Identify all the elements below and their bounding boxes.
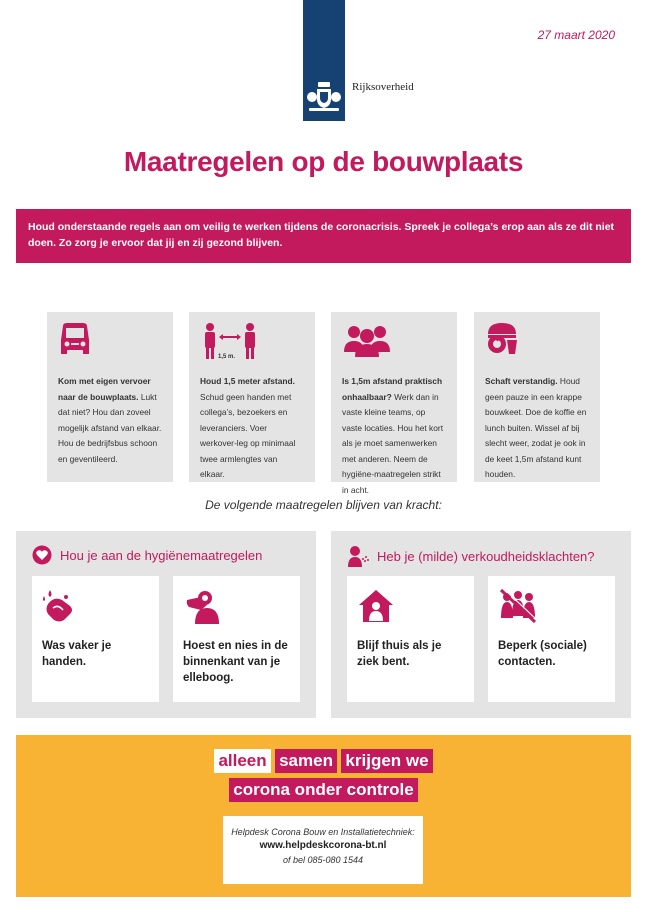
logo-bar	[303, 0, 345, 121]
car-icon	[58, 322, 92, 360]
intro-banner	[16, 209, 631, 263]
panel-symptoms-title: Heb je (milde) verkoudheidsklachten?	[377, 548, 595, 564]
slogan-word-alleen: alleen	[214, 749, 270, 773]
helpdesk-label: Helpdesk Corona Bouw en Installatietechniek:	[231, 827, 415, 837]
slogan-banner	[16, 735, 631, 897]
sick-person-icon	[347, 545, 369, 567]
panel-hygiene-header	[32, 545, 262, 565]
brand-name: Rijksoverheid	[352, 81, 414, 93]
card-lunch	[474, 312, 600, 482]
tile-stay-home	[347, 576, 474, 702]
card-2-text: Schud geen handen met collega’s, bezoekers en leveranciers. Voer werkover-leg op minimaal twee armlengtes van elkaar.	[200, 391, 296, 479]
card-1-bold: Kom met eigen vervoer naar de bouwplaats.	[58, 376, 151, 402]
tile-limit-contact-text: Beperk (sociale) contacten.	[498, 640, 587, 668]
panel-hygiene	[16, 531, 316, 718]
intro-text: Houd onderstaande regels aan om veilig te werken tijdens de coronacrisis. Spreek je collega’s erop aan als ze dit niet doen. Zo zorg je ervoor dat jij en zij gezond blijven.	[28, 221, 615, 249]
card-2-bold: Houd 1,5 meter afstand.	[200, 376, 295, 386]
slogan	[16, 749, 631, 807]
helpdesk-box	[223, 816, 423, 884]
tile-wash-hands	[32, 576, 159, 702]
stay-home-icon	[357, 588, 395, 624]
card-own-transport	[47, 312, 173, 482]
card-1-text: Lukt dat niet? Hou dan zoveel mogelijk afstand van elkaar. Hou de bedrijfsbus schoon en geventileerd.	[58, 391, 162, 464]
cough-elbow-icon	[183, 588, 223, 624]
no-contact-icon	[498, 588, 538, 624]
coat-of-arms-icon	[306, 80, 342, 114]
slogan-line-2: corona onder controle	[229, 778, 417, 802]
card-distance	[189, 312, 315, 482]
card-fixed-teams	[331, 312, 457, 495]
card-4-text: Houd geen pauze in een krappe bouwkeet. Doe de koffie en lunch buiten. Wissel af bij slecht weer, zodat je ook in de keet 1,5m afstand kunt houden.	[485, 376, 587, 479]
panel-hygiene-title: Hou je aan de hygiënemaatregelen	[60, 547, 263, 563]
tile-stay-home-text: Blijf thuis als je ziek bent.	[357, 640, 442, 668]
publication-date: 27 maart 2020	[537, 28, 615, 42]
tile-limit-contact	[488, 576, 615, 702]
tile-cough-elbow-text: Hoest en nies in de binnenkant van je elleboog.	[183, 640, 288, 684]
card-3-bold: Is 1,5m afstand praktisch onhaalbaar?	[342, 376, 443, 402]
card-4-bold: Schaft verstandig.	[485, 376, 558, 386]
slogan-word-samen: samen	[275, 749, 337, 773]
distance-label: 1,5 m.	[218, 354, 236, 360]
card-3-text: Werk dan in vaste kleine teams, op vaste locaties. Hou het kort als je moet samenwerken met anderen. Neem de hygiëne-maatregelen strikt in acht.	[342, 391, 444, 495]
panel-symptoms	[331, 531, 631, 718]
helpdesk-url[interactable]: www.helpdeskcorona-bt.nl	[259, 840, 387, 851]
wash-hands-icon	[42, 588, 76, 624]
section-subtitle: De volgende maatregelen blijven van kracht:	[205, 498, 442, 512]
tile-cough-elbow	[173, 576, 300, 702]
slogan-word-krijgen-we: krijgen we	[341, 749, 432, 773]
team-icon	[342, 322, 392, 358]
heart-icon	[32, 545, 52, 565]
tile-wash-hands-text: Was vaker je handen.	[42, 640, 112, 668]
panel-symptoms-header	[347, 545, 595, 567]
lunch-icon	[485, 322, 521, 356]
page-title: Maatregelen op de bouwplaats	[123, 146, 524, 177]
helpdesk-phone: of bel 085-080 1544	[282, 855, 364, 865]
